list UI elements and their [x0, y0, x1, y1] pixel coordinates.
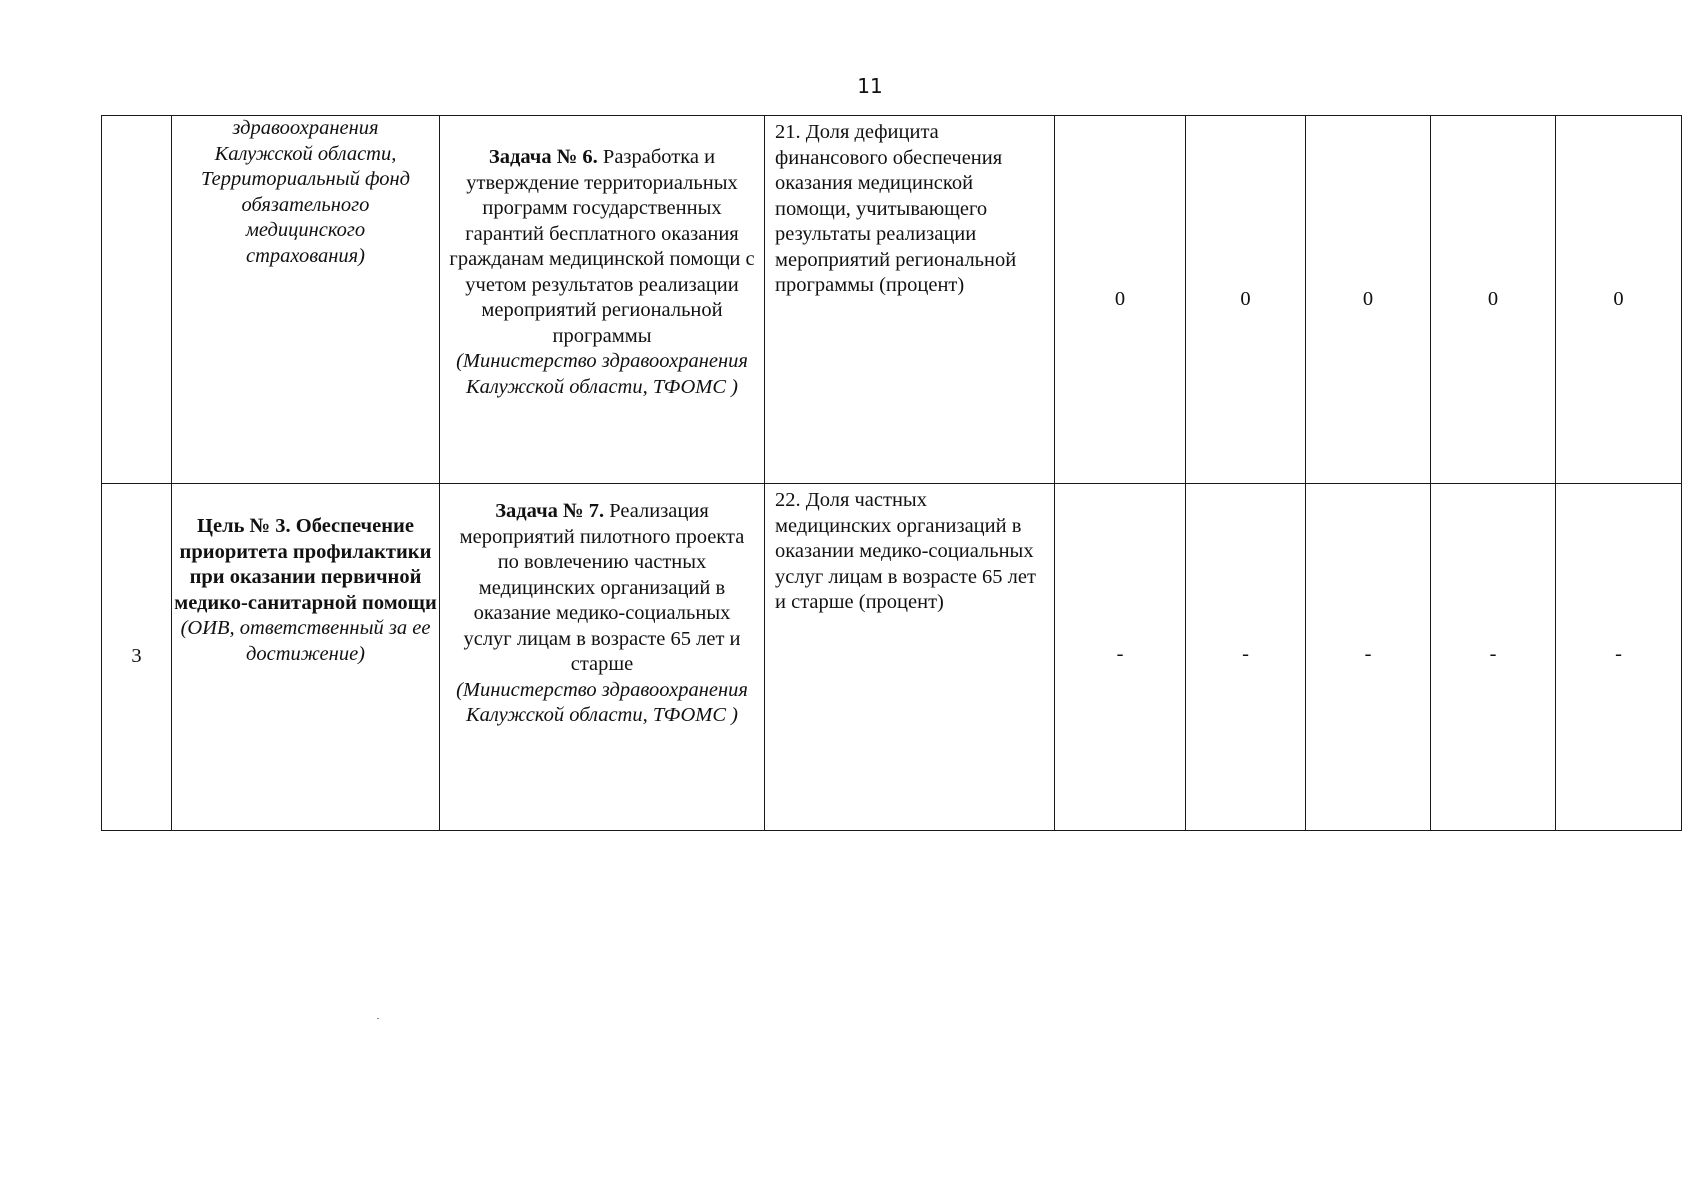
value-cell: [1556, 484, 1682, 831]
value-text: 0: [1613, 287, 1624, 310]
value-cell: [1186, 116, 1306, 484]
row-number-cell: 3: [102, 484, 172, 831]
goal-line: страхования): [245, 244, 366, 267]
goal-line: медицинского: [245, 219, 366, 241]
table-row: [102, 116, 1682, 484]
goal-cell: [172, 116, 440, 484]
value-text: -: [1242, 643, 1249, 666]
goal-responsible: (ОИВ, ответственный за ее достижение): [180, 617, 431, 665]
value-text: -: [1116, 643, 1124, 666]
task-text: Реализация мероприятий пилотного проекта по вовлечению частных медицинских организаций в оказание медико-социальных услуг лицам в возрасте 65 лет и старше: [459, 500, 745, 675]
goal-title: Цель № 3. Обеспечение приоритета профилактики при оказании первичной медико-санитарной помощи: [174, 515, 437, 614]
value-text: 0: [1114, 287, 1126, 310]
program-goals-table: [101, 115, 1682, 831]
value-cell: [1306, 484, 1431, 831]
indicator-cell: 21. Доля дефицита финансового обеспечения оказания медицинской помощи, учитывающего результаты реализации мероприятий региональной программы (процент): [765, 116, 1055, 484]
value-cell: [1055, 116, 1186, 484]
goal-line: Территориальный фонд: [200, 168, 411, 190]
goal-line: обязательного: [241, 193, 370, 216]
task-title: Задача № 6.: [488, 146, 598, 168]
task-cell: [440, 116, 765, 484]
goal-cell: [172, 484, 440, 831]
goal-line: Калужской области,: [214, 142, 397, 165]
task-title: Задача № 7.: [495, 500, 605, 522]
row-number-cell: [102, 116, 172, 484]
task-text: Разработка и утверждение территориальных программ государственных гарантий бесплатного оказания гражданам медицинской помощи с учетом результатов реализации мероприятий региональной программы: [449, 146, 755, 347]
value-text: 0: [1487, 287, 1499, 310]
value-cell: [1055, 484, 1186, 831]
task-cell: [440, 484, 765, 831]
table-row: [102, 484, 1682, 831]
value-text: 0: [1240, 287, 1251, 310]
value-text: -: [1364, 643, 1372, 666]
indicator-cell: 22. Доля частных медицинских организаций в оказании медико-социальных услуг лицам в возрасте 65 лет и старше (процент): [765, 484, 1055, 831]
scan-speck: [377, 1018, 379, 1019]
task-responsible: (Министерство здравоохранения Калужской области, ТФОМС ): [456, 678, 748, 726]
value-cell: [1306, 116, 1431, 484]
task-responsible: (Министерство здравоохранения Калужской области, ТФОМС ): [456, 350, 748, 398]
value-text: -: [1615, 643, 1622, 666]
goal-line: здравоохранения: [232, 117, 379, 139]
page-number: 11: [857, 74, 883, 98]
value-cell: [1431, 116, 1556, 484]
value-cell: [1186, 484, 1306, 831]
value-text: 0: [1362, 287, 1374, 310]
value-cell: [1556, 116, 1682, 484]
value-text: -: [1489, 643, 1497, 666]
value-cell: [1431, 484, 1556, 831]
